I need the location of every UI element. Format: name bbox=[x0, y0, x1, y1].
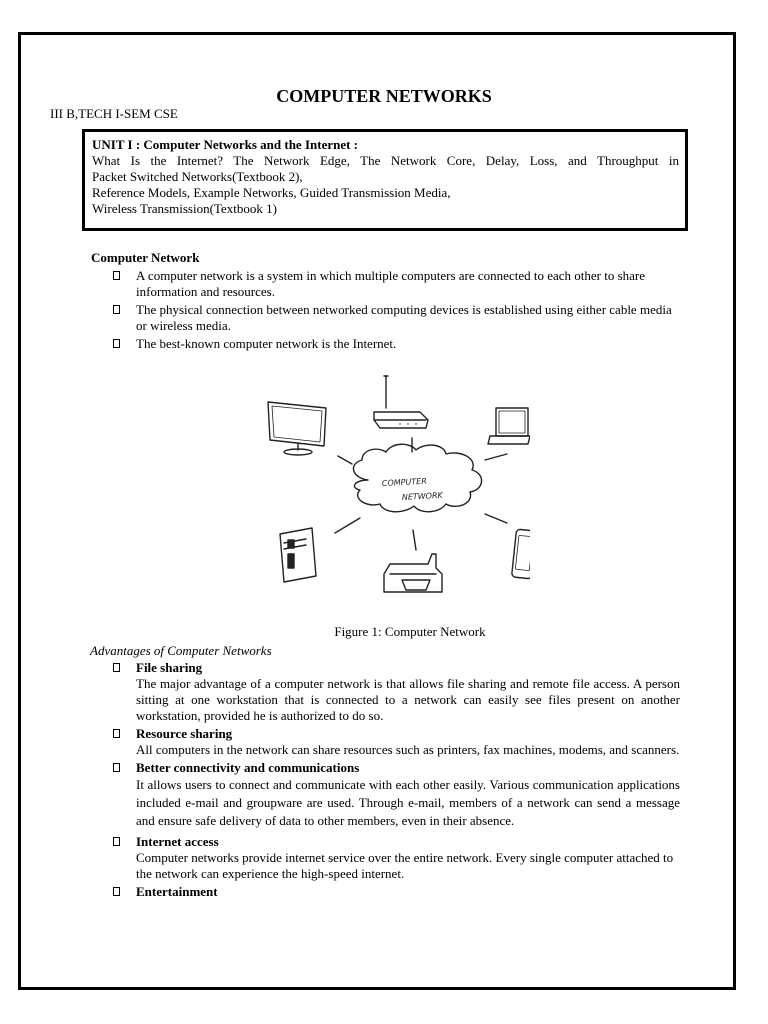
smartphone-icon bbox=[512, 529, 530, 579]
unit-line-2: Packet Switched Networks(Textbook 2), bbox=[92, 169, 303, 184]
advantage-text: It allows users to connect and communicate with each other easily. Various communication applications included e-mail and groupware are used. Through e-mail, members of a network can send a message and ensure safe delivery of data to other members, even in their absence. bbox=[136, 777, 680, 828]
advantage-text: Computer networks provide internet service over the entire network. Every single computer attached to the network can experience the high-speed internet. bbox=[136, 850, 674, 881]
unit-line-4: Wireless Transmission(Textbook 1) bbox=[92, 201, 277, 216]
bullet-box-icon bbox=[113, 837, 120, 846]
desktop-tower-icon bbox=[280, 528, 316, 582]
list-item bbox=[110, 884, 680, 900]
bullet-box-icon bbox=[113, 271, 120, 280]
printer-icon bbox=[384, 554, 442, 592]
connection-line bbox=[413, 530, 416, 550]
connection-line bbox=[485, 514, 507, 523]
connection-line bbox=[338, 456, 352, 464]
bullet-box-icon bbox=[113, 663, 120, 672]
advantage-text: The major advantage of a computer network is that allows file sharing and remote file access. A person sitting at one workstation that is connected to a network can easily see files present on another workstation, provided he is authorized to do so. bbox=[136, 676, 680, 723]
list-item bbox=[110, 834, 680, 882]
advantage-title: Entertainment bbox=[136, 884, 218, 899]
monitor-icon bbox=[268, 402, 326, 455]
advantage-title: Resource sharing bbox=[136, 726, 233, 741]
unit-line-3: Reference Models, Example Networks, Guided Transmission Media, bbox=[92, 185, 451, 200]
computer-network-points bbox=[110, 268, 680, 354]
laptop-icon bbox=[488, 408, 530, 444]
advantage-title: File sharing bbox=[136, 660, 203, 675]
list-item: The physical connection between networked computing devices is established using either cable media or wireless media. bbox=[110, 302, 680, 334]
unit-summary-box bbox=[82, 129, 688, 231]
connection-line bbox=[335, 518, 360, 533]
cloud-label-line-1: COMPUTER bbox=[381, 476, 428, 488]
list-item bbox=[110, 726, 680, 758]
figure-caption: Figure 1: Computer Network bbox=[334, 624, 486, 639]
connection-line bbox=[485, 454, 507, 460]
section-heading-computer-network: Computer Network bbox=[91, 250, 200, 265]
list-item bbox=[110, 660, 680, 724]
list-item: A computer network is a system in which multiple computers are connected to each other to share information and resources. bbox=[110, 268, 680, 300]
advantage-text: All computers in the network can share resources such as printers, fax machines, modems, and scanners. bbox=[136, 742, 680, 757]
router-icon bbox=[374, 376, 428, 428]
bullet-box-icon bbox=[113, 339, 120, 348]
bullet-box-icon bbox=[113, 729, 120, 738]
section-heading-advantages: Advantages of Computer Networks bbox=[90, 643, 272, 658]
advantages-list bbox=[110, 660, 680, 902]
cloud-label-line-2: NETWORK bbox=[401, 490, 443, 502]
unit-heading: UNIT I : Computer Networks and the Internet : bbox=[92, 137, 359, 152]
advantage-title: Internet access bbox=[136, 834, 219, 849]
bullet-box-icon bbox=[113, 887, 120, 896]
list-item: The best-known computer network is the Internet. bbox=[110, 336, 680, 352]
list-item bbox=[110, 760, 680, 830]
bullet-box-icon bbox=[113, 305, 120, 314]
bullet-box-icon bbox=[113, 763, 120, 772]
unit-line-1: What Is the Internet? The Network Edge, The Network Core, Delay, Loss, and Throughput in bbox=[92, 153, 679, 168]
network-figure bbox=[250, 368, 530, 618]
advantage-title: Better connectivity and communications bbox=[136, 760, 360, 775]
course-label: III B,TECH I-SEM CSE bbox=[50, 106, 178, 121]
document-title: COMPUTER NETWORKS bbox=[276, 86, 492, 106]
